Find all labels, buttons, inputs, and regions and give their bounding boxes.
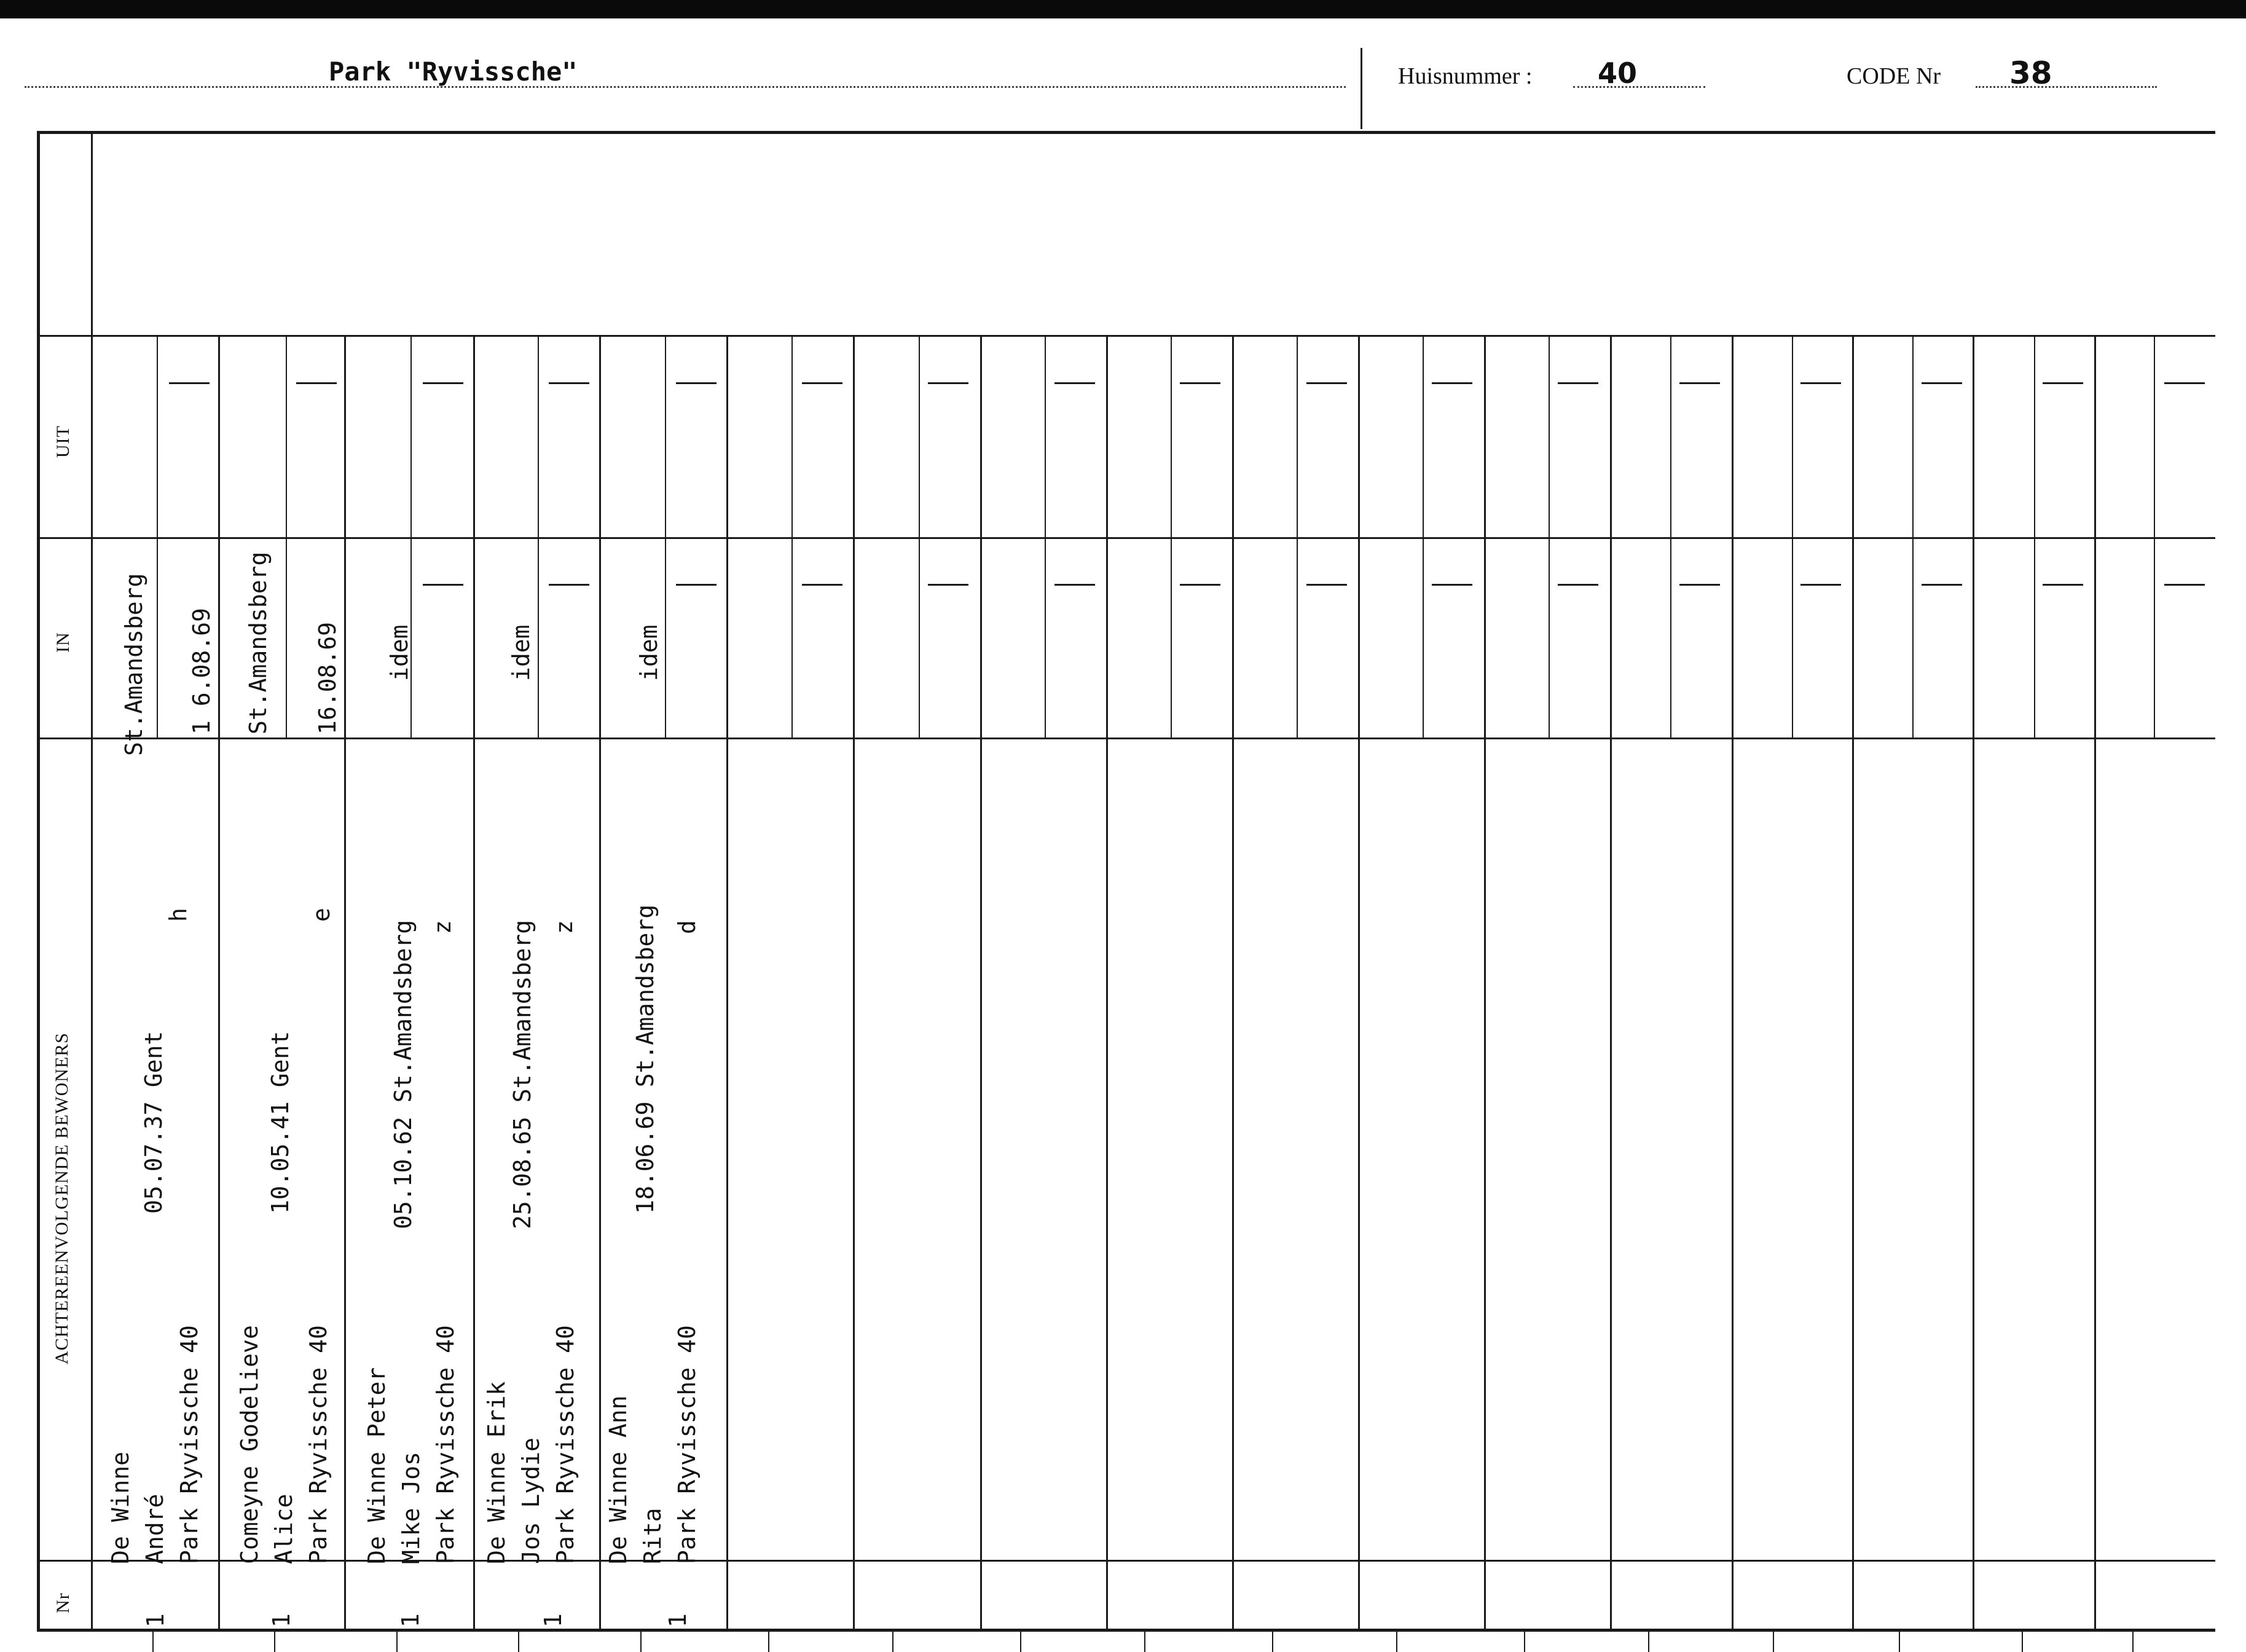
bottom-tick	[396, 1631, 398, 1652]
resident-name-line: Rita	[639, 1508, 666, 1564]
in-section-label: IN	[53, 632, 73, 653]
empty-dash	[549, 584, 589, 586]
resident-name-line: Jos Lydie	[517, 1438, 544, 1564]
empty-dash	[1922, 382, 1962, 384]
empty-dash	[676, 584, 717, 586]
residents-top-divider	[37, 738, 2215, 739]
half-column-line	[1171, 335, 1172, 738]
empty-dash	[549, 382, 589, 384]
nr-section-label: Nr	[53, 1592, 73, 1613]
empty-dash	[1800, 584, 1841, 586]
resident-name-line: André	[141, 1493, 168, 1564]
column-line	[2094, 335, 2096, 1630]
resident-address-line: Park Ryvissche 40	[305, 1325, 332, 1564]
column-line	[1610, 335, 1612, 1630]
bottom-tick	[518, 1631, 519, 1652]
half-column-line	[919, 335, 920, 738]
house-number-label: Huisnummer :	[1398, 63, 1533, 89]
empty-dash	[676, 382, 717, 384]
bottom-tick	[1396, 1631, 1397, 1652]
empty-dash	[2043, 584, 2083, 586]
column-line	[1358, 335, 1360, 1630]
empty-dash	[802, 382, 842, 384]
half-column-line	[1549, 335, 1550, 738]
empty-dash	[1432, 382, 1472, 384]
resident-mark: z	[551, 920, 578, 934]
column-line	[1732, 335, 1734, 1630]
bottom-tick	[1272, 1631, 1273, 1652]
street-name: Park "Ryvissche"	[329, 57, 578, 87]
half-column-line	[2154, 335, 2155, 738]
bottom-tick	[274, 1631, 275, 1652]
entry-number: 1	[397, 1613, 424, 1627]
birth-date-place: 18.06.69 St.Amandsberg	[632, 904, 659, 1214]
code-number: 38	[2009, 55, 2052, 91]
code-dotted-line	[1976, 86, 2157, 88]
entry-number: 1	[268, 1613, 295, 1627]
empty-dash	[1306, 584, 1347, 586]
empty-dash	[928, 584, 968, 586]
resident-mark: z	[429, 920, 456, 934]
resident-address-line: Park Ryvissche 40	[552, 1325, 579, 1564]
header-divider	[1361, 48, 1362, 129]
house-number: 40	[1598, 57, 1638, 90]
resident-mark: d	[673, 920, 701, 934]
empty-dash	[2164, 584, 2205, 586]
half-column-line	[1045, 335, 1046, 738]
empty-dash	[928, 382, 968, 384]
half-column-line	[2034, 335, 2035, 738]
empty-dash	[296, 382, 337, 384]
resident-address-line: Park Ryvissche 40	[432, 1325, 459, 1564]
in-date: 1 6.08.69	[188, 608, 215, 734]
column-line	[1852, 335, 1854, 1630]
empty-dash	[1558, 382, 1598, 384]
empty-dash	[423, 382, 463, 384]
empty-dash	[1054, 584, 1095, 586]
street-dotted-line	[25, 86, 1346, 88]
in-from-place: idem	[508, 624, 535, 681]
column-line	[853, 335, 855, 1630]
empty-dash	[1800, 382, 1841, 384]
bottom-tick	[892, 1631, 893, 1652]
half-column-line	[1792, 335, 1793, 738]
uit-top-divider	[37, 335, 2215, 337]
resident-name-line: De Winne Peter	[363, 1367, 390, 1564]
column-line	[1973, 335, 1974, 1630]
resident-name-line: Comeyne Godelieve	[236, 1325, 263, 1564]
entry-number: 1	[142, 1613, 169, 1627]
half-column-line	[1670, 335, 1671, 738]
empty-dash	[802, 584, 842, 586]
empty-dash	[1432, 584, 1472, 586]
bottom-tick	[2132, 1631, 2134, 1652]
column-line	[980, 335, 982, 1630]
resident-address-line: Park Ryvissche 40	[176, 1325, 203, 1564]
empty-dash	[1922, 584, 1962, 586]
in-from-place: idem	[635, 624, 662, 681]
bottom-tick	[1773, 1631, 1774, 1652]
resident-name-line: De Winne Ann	[605, 1395, 632, 1564]
half-column-line	[157, 335, 158, 738]
empty-dash	[1306, 382, 1347, 384]
empty-dash	[169, 382, 210, 384]
bottom-tick	[1899, 1631, 1900, 1652]
column-line	[1484, 335, 1486, 1630]
empty-dash	[423, 584, 463, 586]
entry-number: 1	[540, 1613, 567, 1627]
grid-left-border	[37, 131, 40, 1631]
bottom-tick	[1020, 1631, 1021, 1652]
bottom-tick	[640, 1631, 642, 1652]
half-column-line	[286, 335, 287, 738]
residents-section-label: ACHTEREENVOLGENDE BEWONERS	[52, 1032, 72, 1364]
grid-bottom-border	[37, 1629, 2215, 1632]
column-line	[344, 335, 346, 1630]
bottom-tick	[1144, 1631, 1145, 1652]
column-line	[726, 335, 728, 1630]
scan-top-border	[0, 0, 2246, 18]
column-line	[1232, 335, 1234, 1630]
bottom-tick	[1524, 1631, 1525, 1652]
half-column-line	[1912, 335, 1914, 738]
resident-mark: h	[165, 908, 192, 922]
resident-address-line: Park Ryvissche 40	[673, 1325, 701, 1564]
bottom-tick	[768, 1631, 769, 1652]
entry-number: 1	[664, 1613, 691, 1627]
empty-dash	[2043, 382, 2083, 384]
in-top-divider	[37, 537, 2215, 539]
label-column-divider	[91, 131, 93, 1631]
column-line	[473, 335, 475, 1630]
empty-dash	[2164, 382, 2205, 384]
resident-name-line: De Winne Erik	[483, 1381, 510, 1564]
in-from-place: St.Amandsberg	[120, 573, 147, 756]
bottom-tick	[152, 1631, 154, 1652]
empty-dash	[1679, 584, 1720, 586]
half-column-line	[1297, 335, 1298, 738]
resident-name-line: De Winne	[107, 1451, 134, 1564]
column-line	[1106, 335, 1108, 1630]
bottom-tick	[2022, 1631, 2023, 1652]
empty-dash	[1054, 382, 1095, 384]
column-line	[218, 335, 220, 1630]
birth-date-place: 05.07.37 Gent	[140, 1031, 167, 1214]
half-column-line	[1423, 335, 1424, 738]
in-from-place: idem	[386, 624, 413, 681]
grid-top-border	[37, 131, 2215, 134]
bottom-tick	[1648, 1631, 1649, 1652]
resident-mark: e	[308, 908, 335, 922]
empty-dash	[1180, 584, 1220, 586]
code-label: CODE Nr	[1847, 63, 1941, 89]
half-column-line	[791, 335, 793, 738]
uit-section-label: UIT	[53, 425, 73, 458]
birth-date-place: 10.05.41 Gent	[267, 1031, 294, 1214]
empty-dash	[1679, 382, 1720, 384]
birth-date-place: 25.08.65 St.Amandsberg	[509, 919, 536, 1229]
house-number-dotted-line	[1573, 86, 1705, 88]
in-date: 16.08.69	[314, 621, 341, 734]
empty-dash	[1558, 584, 1598, 586]
empty-dash	[1180, 382, 1220, 384]
in-from-place: St.Amandsberg	[245, 551, 272, 734]
birth-date-place: 05.10.62 St.Amandsberg	[390, 919, 417, 1229]
resident-name-line: Alice	[270, 1493, 297, 1564]
resident-name-line: Mike Jos	[398, 1451, 425, 1564]
